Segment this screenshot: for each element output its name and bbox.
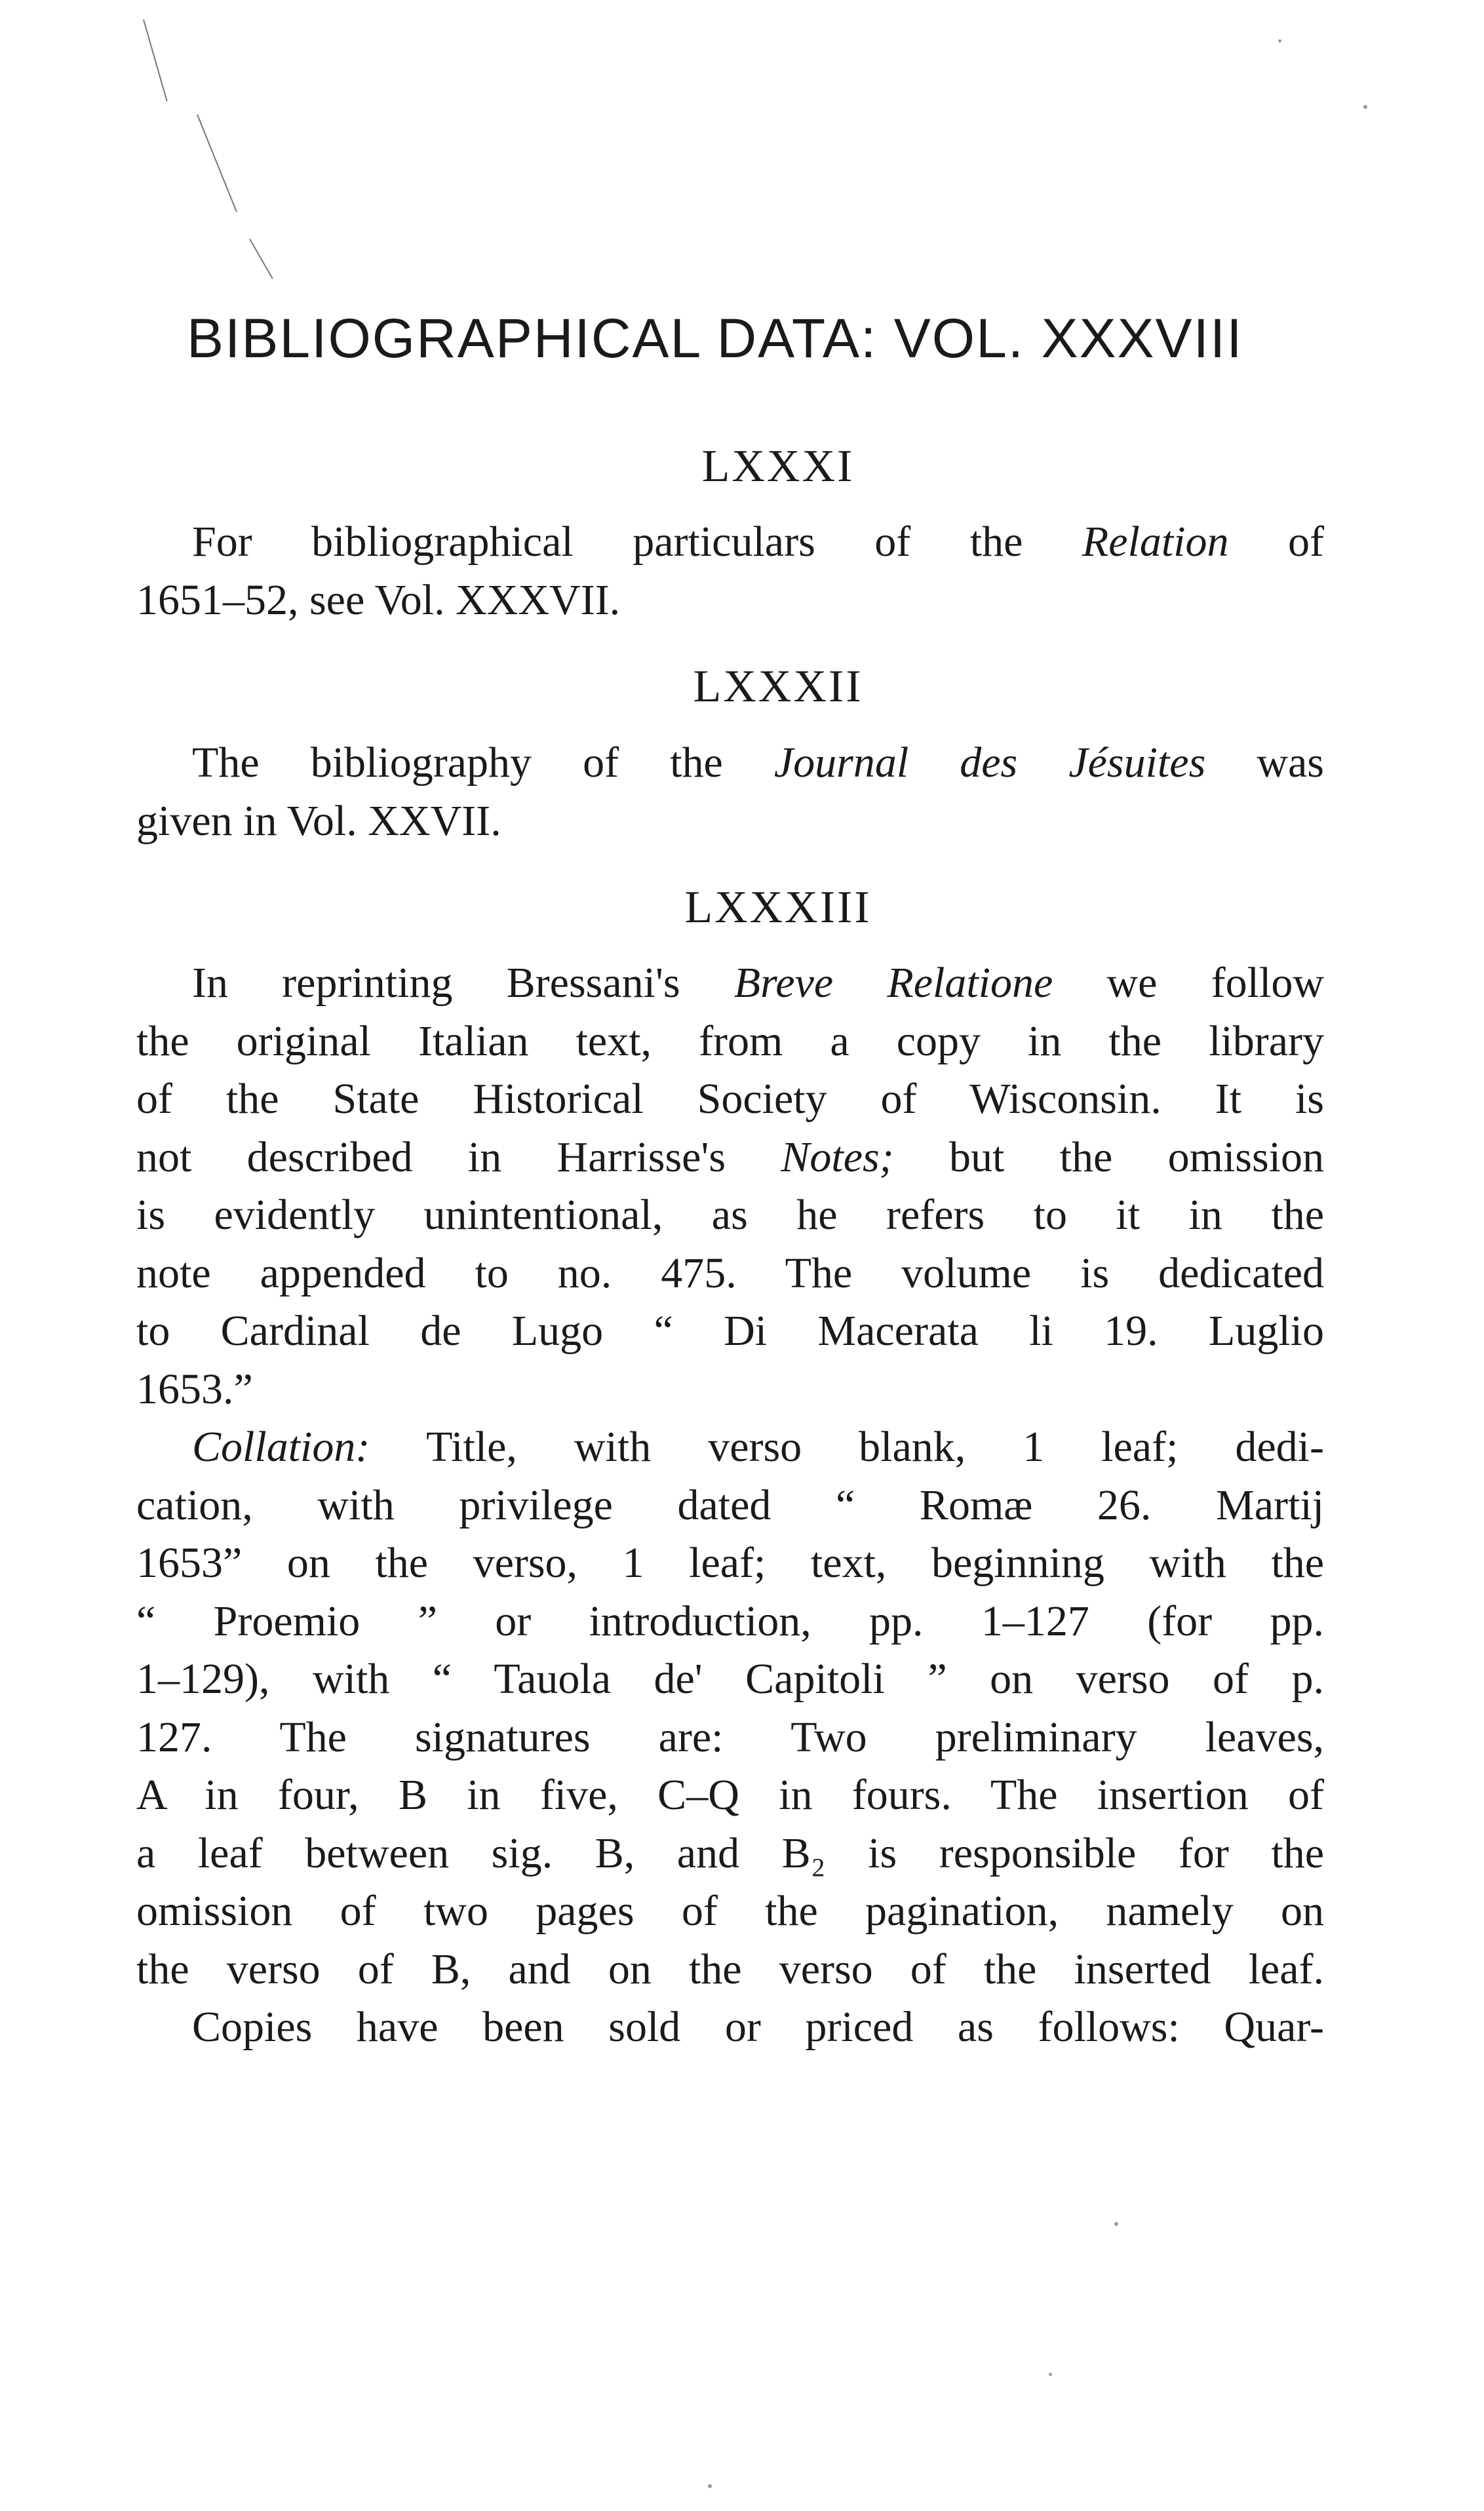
scan-speck xyxy=(1278,39,1281,43)
text-line: note appended to no. 475. The volume is dedicated xyxy=(136,1249,1324,1297)
scan-speck xyxy=(708,2484,712,2488)
collation-line: cation, with privilege dated “ Romæ 26. Martij xyxy=(136,1481,1324,1529)
collation-line: 127. The signatures are: Two preliminary leaves, xyxy=(136,1713,1324,1761)
collation-line: 1653” on the verso, 1 leaf; text, beginning with the xyxy=(136,1539,1324,1587)
text-line: 1653.” xyxy=(136,1365,253,1413)
section-text-lxxxiii xyxy=(136,954,1324,2057)
scan-mark xyxy=(197,114,237,212)
collation-line: A in four, B in five, C–Q in fours. The insertion of xyxy=(136,1771,1324,1819)
collation-line: Collation: Title, with verso blank, 1 leaf; dedi- xyxy=(192,1423,1324,1471)
text-line: For bibliographical particulars of the Relation of xyxy=(192,518,1324,566)
text-line: is evidently unintentional, as he refers to it in the xyxy=(136,1191,1324,1239)
text-line: the original Italian text, from a copy in the library xyxy=(136,1017,1324,1065)
section-heading-lxxxii: LXXXII xyxy=(693,661,863,712)
text-line: 1651–52, see Vol. XXXVII. xyxy=(136,575,621,624)
scan-mark xyxy=(143,19,168,102)
scan-speck xyxy=(1114,2222,1118,2226)
collation-line: “ Proemio ” or introduction, pp. 1–127 (for pp. xyxy=(136,1597,1324,1645)
scan-speck xyxy=(1049,2373,1052,2376)
text-line: given in Vol. XXVII. xyxy=(136,796,501,845)
section-text-lxxxi xyxy=(136,513,1324,629)
section-heading-lxxxiii: LXXXIII xyxy=(684,882,872,933)
page-title: BIBLIOGRAPHICAL DATA: VOL. XXXVIII xyxy=(187,307,1243,369)
scan-speck xyxy=(1363,105,1367,109)
scan-mark xyxy=(249,239,273,279)
text-line: of the State Historical Society of Wisconsin. It is xyxy=(136,1075,1324,1123)
section-text-lxxxii xyxy=(136,734,1324,850)
collation-line: Copies have been sold or priced as follows: Quar- xyxy=(192,2003,1324,2051)
section-heading-lxxxi: LXXXI xyxy=(701,441,855,492)
text-line: In reprinting Bressani's Breve Relatione we follow xyxy=(192,959,1324,1007)
collation-line: omission of two pages of the pagination, namely on xyxy=(136,1887,1324,1935)
collation-line: the verso of B, and on the verso of the inserted leaf. xyxy=(136,1945,1324,1993)
text-line: to Cardinal de Lugo “ Di Macerata li 19. Luglio xyxy=(136,1307,1324,1355)
text-line: The bibliography of the Journal des Jésuites was xyxy=(192,739,1324,787)
collation-line: 1–129), with “ Tauola de' Capitoli ” on verso of p. xyxy=(136,1655,1324,1703)
text-line: not described in Harrisse's Notes; but the omission xyxy=(136,1133,1324,1181)
collation-line: a leaf between sig. B, and B₂ is responsible for the xyxy=(136,1829,1324,1877)
